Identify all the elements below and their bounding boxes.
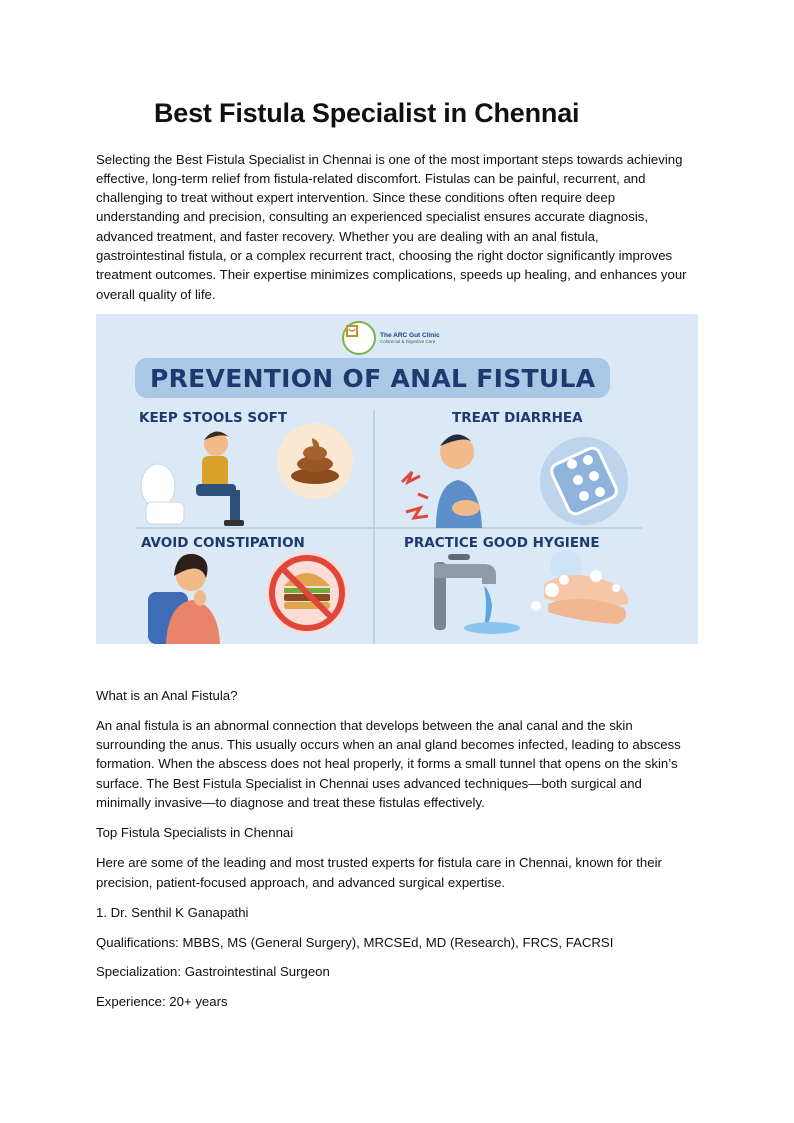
doctor-qualifications: Qualifications: MBBS, MS (General Surgery), MRCSEd, MD (Research), FRCS, FACRSI xyxy=(96,935,614,950)
no-fastfood-icon xyxy=(266,552,348,634)
clinic-logo xyxy=(342,321,440,355)
tip-keep-stools-soft: KEEP STOOLS SOFT xyxy=(139,410,288,426)
paragraph-line: precision, patient-focused approach, and advanced surgical expertise. xyxy=(96,875,506,890)
prevention-infographic xyxy=(96,314,698,644)
paragraph-line: surrounding the anus. This usually occurs when an anal gland becomes infected, leading to abscess xyxy=(96,737,681,752)
infographic-title: PREVENTION OF ANAL FISTULA xyxy=(150,364,596,393)
section-heading-what-is-fistula: What is an Anal Fistula? xyxy=(96,688,238,703)
clinic-tagline: Colorectal & Digestive Care xyxy=(380,339,436,344)
clinic-name: The ARC Gut Clinic xyxy=(380,332,440,339)
intro-line: understanding and precision, consulting an experienced specialist ensures accurate diagnosis, xyxy=(96,209,649,224)
paragraph-line: formation. When the abscess does not heal properly, it forms a small tunnel that opens on the skin’s xyxy=(96,756,678,771)
paragraph-line: Here are some of the leading and most trusted experts for fistula care in Chennai, known for their xyxy=(96,855,662,870)
tip-avoid-constipation: AVOID CONSTIPATION xyxy=(141,535,305,551)
intro-line: advanced treatment, and faster recovery. Whether you are dealing with an anal fistula, xyxy=(96,229,599,244)
worried-woman-illustration xyxy=(148,554,220,644)
paragraph-line: surface. The Best Fistula Specialist in Chennai uses advanced techniques—both surgical and xyxy=(96,776,642,791)
clinic-logo-badge-icon xyxy=(342,321,376,355)
stomach-ache-illustration xyxy=(402,434,482,528)
washing-hands-icon xyxy=(531,550,628,624)
stool-icon xyxy=(277,423,353,499)
faucet-icon xyxy=(434,554,520,634)
intro-line: challenging to treat without expert intervention. Since these conditions often require deep xyxy=(96,190,616,205)
intro-line: overall quality of life. xyxy=(96,287,216,302)
section-heading-top-specialists: Top Fistula Specialists in Chennai xyxy=(96,825,294,840)
intro-line: treatment outcomes. Their expertise minimizes complications, speeds up healing, and enhances your xyxy=(96,267,687,282)
page-title: Best Fistula Specialist in Chennai xyxy=(154,98,580,128)
intro-line: effective, long-term relief from fistula-related discomfort. Fistulas can be painful, recurrent, and xyxy=(96,171,646,186)
paragraph-line: minimally invasive—to diagnose and treat these fistulas effectively. xyxy=(96,795,485,810)
toilet-person-illustration xyxy=(141,431,244,526)
doctor-name: 1. Dr. Senthil K Ganapathi xyxy=(96,905,249,920)
paragraph-line: An anal fistula is an abnormal connection that develops between the anal canal and the skin xyxy=(96,718,633,733)
pills-icon xyxy=(540,437,628,525)
intro-line: gastrointestinal fistula, or a complex recurrent tract, choosing the right doctor significantly improves xyxy=(96,248,673,263)
intro-line: Selecting the Best Fistula Specialist in Chennai is one of the most important steps towards achieving xyxy=(96,152,683,167)
tip-treat-diarrhea: TREAT DIARRHEA xyxy=(452,410,583,426)
doctor-specialization: Specialization: Gastrointestinal Surgeon xyxy=(96,964,330,979)
tip-practice-good-hygiene: PRACTICE GOOD HYGIENE xyxy=(404,535,600,551)
doctor-experience: Experience: 20+ years xyxy=(96,994,228,1009)
